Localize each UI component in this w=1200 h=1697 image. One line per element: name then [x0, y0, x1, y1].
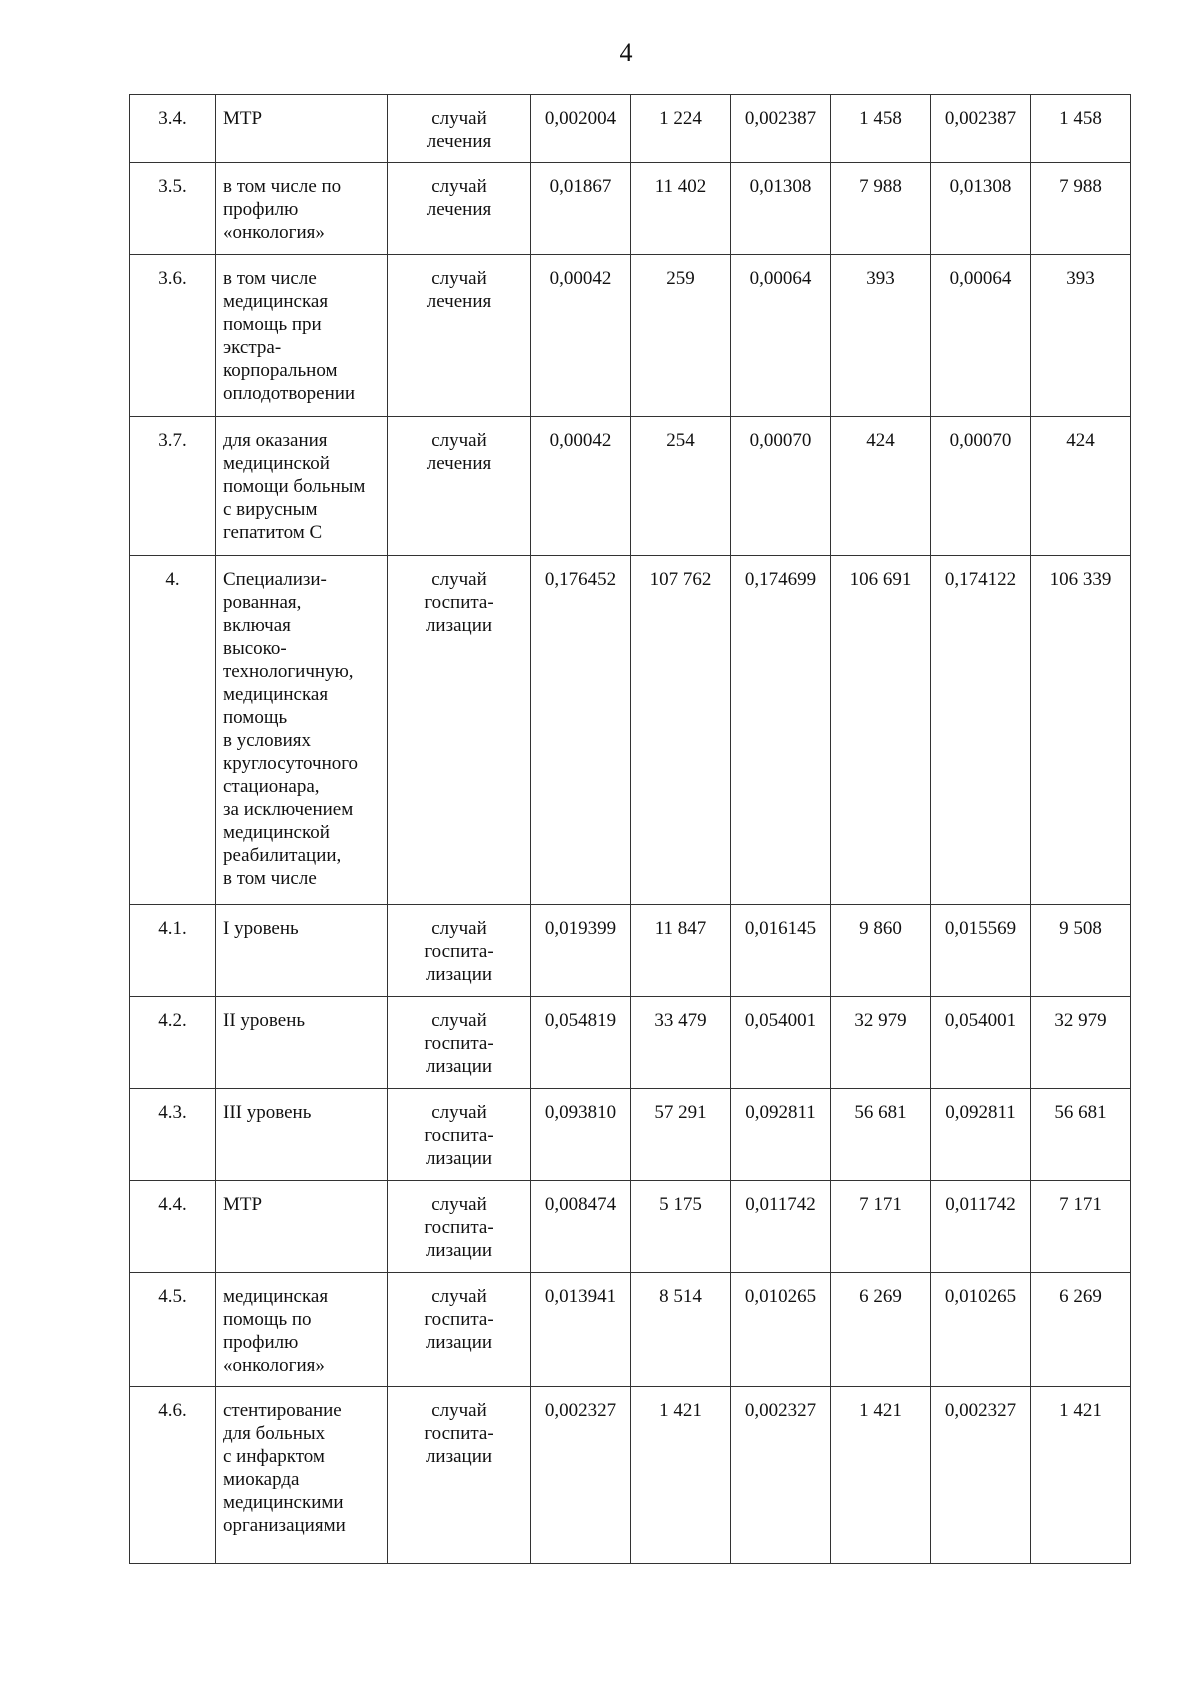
- value-cell-5: 0,00064: [931, 255, 1031, 417]
- value-cell-1: 0,00042: [531, 417, 631, 556]
- value-cell-6: 7 171: [1031, 1181, 1131, 1273]
- table-row: [130, 417, 1131, 556]
- value-cell-3: 0,00064: [731, 255, 831, 417]
- value-cell-1: 0,093810: [531, 1089, 631, 1181]
- value-cell-4: 424: [831, 417, 931, 556]
- row-unit-cell: случай лечения: [388, 417, 531, 556]
- value-cell-3: 0,00070: [731, 417, 831, 556]
- value-cell-4: 6 269: [831, 1273, 931, 1387]
- table-row: [130, 1089, 1131, 1181]
- table-row: [130, 1387, 1131, 1564]
- row-number-cell: 3.5.: [130, 163, 216, 255]
- value-cell-3: 0,01308: [731, 163, 831, 255]
- row-name-cell: МТР: [216, 1181, 388, 1273]
- value-cell-3: 0,092811: [731, 1089, 831, 1181]
- value-cell-6: 106 339: [1031, 556, 1131, 905]
- value-cell-2: 254: [631, 417, 731, 556]
- row-unit-cell: случай госпита- лизации: [388, 905, 531, 997]
- value-cell-5: 0,01308: [931, 163, 1031, 255]
- value-cell-6: 9 508: [1031, 905, 1131, 997]
- value-cell-4: 7 171: [831, 1181, 931, 1273]
- row-name-cell: медицинская помощь по профилю «онкология»: [216, 1273, 388, 1387]
- value-cell-2: 11 847: [631, 905, 731, 997]
- value-cell-1: 0,002327: [531, 1387, 631, 1564]
- row-unit-cell: случай госпита- лизации: [388, 1387, 531, 1564]
- value-cell-2: 259: [631, 255, 731, 417]
- value-cell-1: 0,01867: [531, 163, 631, 255]
- row-unit-cell: случай лечения: [388, 163, 531, 255]
- row-name-cell: в том числе медицинская помощь при экстра- корпоральном оплодотворении: [216, 255, 388, 417]
- value-cell-3: 0,002327: [731, 1387, 831, 1564]
- row-name-cell: для оказания медицинской помощи больным с вирусным гепатитом С: [216, 417, 388, 556]
- table-row: [130, 1181, 1131, 1273]
- value-cell-1: 0,054819: [531, 997, 631, 1089]
- value-cell-3: 0,054001: [731, 997, 831, 1089]
- row-number-cell: 3.4.: [130, 95, 216, 163]
- table-row: [130, 556, 1131, 905]
- value-cell-5: 0,015569: [931, 905, 1031, 997]
- value-cell-5: 0,092811: [931, 1089, 1031, 1181]
- table-row: [130, 95, 1131, 163]
- value-cell-4: 9 860: [831, 905, 931, 997]
- value-cell-4: 106 691: [831, 556, 931, 905]
- value-cell-2: 107 762: [631, 556, 731, 905]
- row-number-cell: 3.7.: [130, 417, 216, 556]
- row-unit-cell: случай госпита- лизации: [388, 1273, 531, 1387]
- value-cell-1: 0,008474: [531, 1181, 631, 1273]
- value-cell-5: 0,002327: [931, 1387, 1031, 1564]
- row-unit-cell: случай госпита- лизации: [388, 1181, 531, 1273]
- value-cell-5: 0,002387: [931, 95, 1031, 163]
- table-body: [130, 95, 1131, 1564]
- value-cell-3: 0,010265: [731, 1273, 831, 1387]
- value-cell-4: 32 979: [831, 997, 931, 1089]
- table-row: [130, 163, 1131, 255]
- value-cell-2: 5 175: [631, 1181, 731, 1273]
- row-name-cell: III уровень: [216, 1089, 388, 1181]
- value-cell-1: 0,00042: [531, 255, 631, 417]
- row-number-cell: 4.5.: [130, 1273, 216, 1387]
- table-row: [130, 997, 1131, 1089]
- value-cell-6: 32 979: [1031, 997, 1131, 1089]
- value-cell-5: 0,174122: [931, 556, 1031, 905]
- row-unit-cell: случай лечения: [388, 255, 531, 417]
- value-cell-4: 393: [831, 255, 931, 417]
- value-cell-4: 7 988: [831, 163, 931, 255]
- value-cell-1: 0,013941: [531, 1273, 631, 1387]
- value-cell-2: 1 224: [631, 95, 731, 163]
- value-cell-3: 0,016145: [731, 905, 831, 997]
- value-cell-2: 33 479: [631, 997, 731, 1089]
- row-number-cell: 3.6.: [130, 255, 216, 417]
- row-number-cell: 4.4.: [130, 1181, 216, 1273]
- value-cell-6: 1 458: [1031, 95, 1131, 163]
- row-unit-cell: случай госпита- лизации: [388, 556, 531, 905]
- row-unit-cell: случай госпита- лизации: [388, 1089, 531, 1181]
- value-cell-5: 0,00070: [931, 417, 1031, 556]
- value-cell-4: 56 681: [831, 1089, 931, 1181]
- row-name-cell: I уровень: [216, 905, 388, 997]
- table-row: [130, 1273, 1131, 1387]
- row-name-cell: Специализи- рованная, включая высоко- технологичную, медицинская помощь в условиях круглосуточного стационара, за исключением медицинской реабилитации, в том числе: [216, 556, 388, 905]
- row-number-cell: 4.: [130, 556, 216, 905]
- table-row: [130, 905, 1131, 997]
- value-cell-6: 393: [1031, 255, 1131, 417]
- value-cell-5: 0,054001: [931, 997, 1031, 1089]
- value-cell-6: 424: [1031, 417, 1131, 556]
- value-cell-4: 1 421: [831, 1387, 931, 1564]
- row-name-cell: II уровень: [216, 997, 388, 1089]
- value-cell-2: 11 402: [631, 163, 731, 255]
- value-cell-6: 7 988: [1031, 163, 1131, 255]
- value-cell-3: 0,174699: [731, 556, 831, 905]
- row-name-cell: стентирование для больных с инфарктом миокарда медицинскими организациями: [216, 1387, 388, 1564]
- row-name-cell: МТР: [216, 95, 388, 163]
- row-name-cell: в том числе по профилю «онкология»: [216, 163, 388, 255]
- value-cell-2: 1 421: [631, 1387, 731, 1564]
- row-unit-cell: случай госпита- лизации: [388, 997, 531, 1089]
- row-unit-cell: случай лечения: [388, 95, 531, 163]
- row-number-cell: 4.1.: [130, 905, 216, 997]
- value-cell-1: 0,002004: [531, 95, 631, 163]
- value-cell-3: 0,011742: [731, 1181, 831, 1273]
- value-cell-2: 57 291: [631, 1089, 731, 1181]
- value-cell-6: 1 421: [1031, 1387, 1131, 1564]
- value-cell-3: 0,002387: [731, 95, 831, 163]
- value-cell-5: 0,010265: [931, 1273, 1031, 1387]
- value-cell-6: 6 269: [1031, 1273, 1131, 1387]
- value-cell-6: 56 681: [1031, 1089, 1131, 1181]
- row-number-cell: 4.3.: [130, 1089, 216, 1181]
- value-cell-1: 0,176452: [531, 556, 631, 905]
- row-number-cell: 4.2.: [130, 997, 216, 1089]
- data-table: [129, 94, 1131, 1564]
- value-cell-2: 8 514: [631, 1273, 731, 1387]
- value-cell-4: 1 458: [831, 95, 931, 163]
- value-cell-5: 0,011742: [931, 1181, 1031, 1273]
- table-row: [130, 255, 1131, 417]
- page-number: 4: [619, 38, 633, 67]
- row-number-cell: 4.6.: [130, 1387, 216, 1564]
- value-cell-1: 0,019399: [531, 905, 631, 997]
